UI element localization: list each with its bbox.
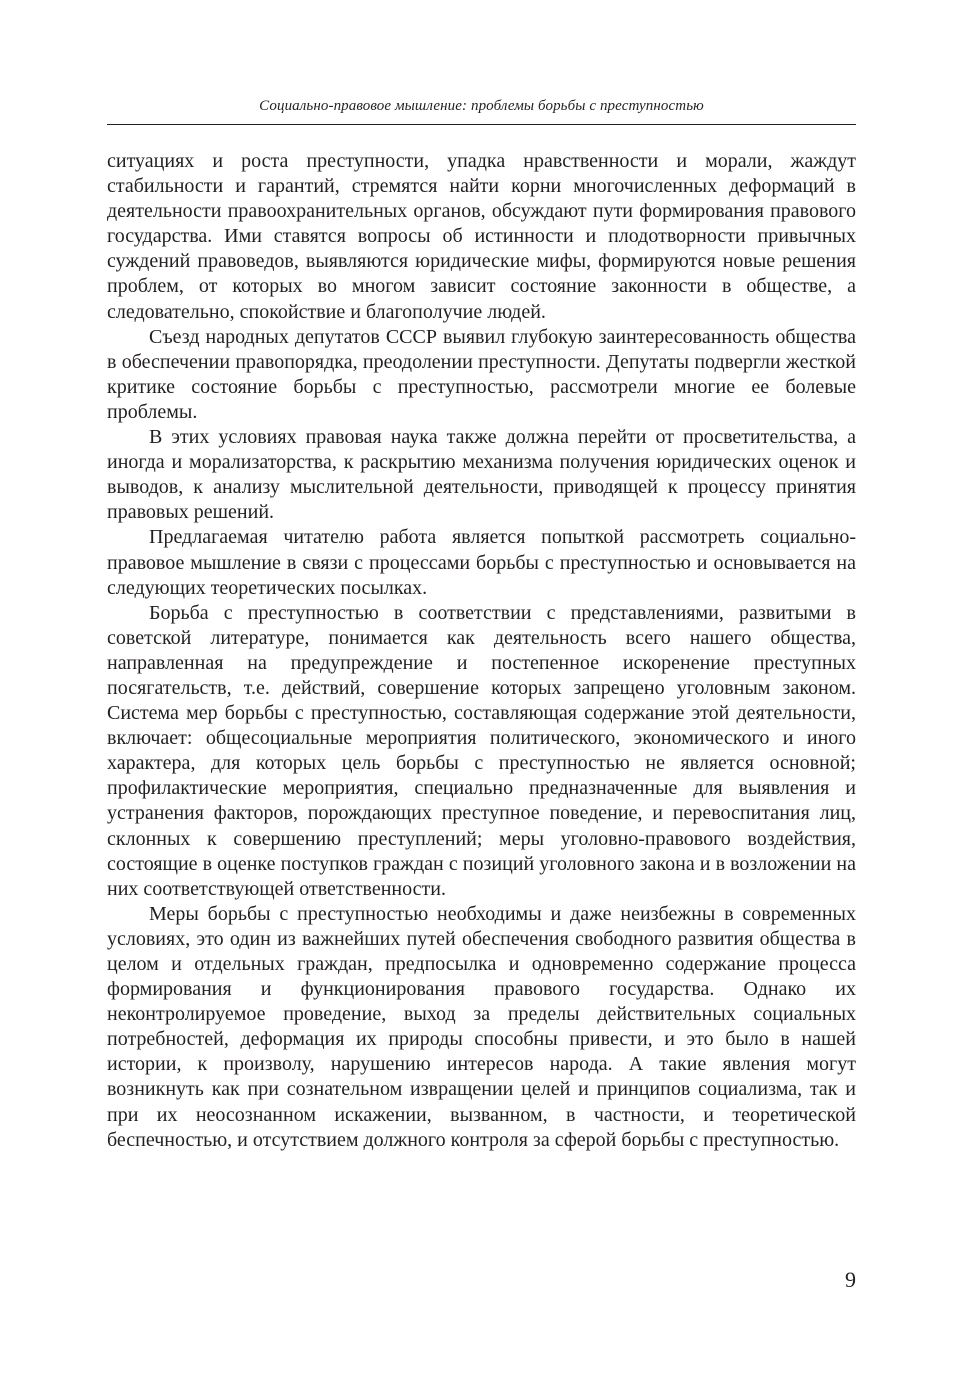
page-number: 9 (845, 1267, 856, 1292)
paragraph: В этих условиях правовая наука также должна перейти от просветительства, а иногда и морализаторства, к раскрытию механизма получения юридических оценок и выводов, к анализу мыслительной деятельности, приводящей к процессу принятия правовых решений. (107, 426, 856, 524)
paragraph-continued: ситуациях и роста преступности, упадка нравственности и морали, жаждут стабильности и гарантий, стремятся найти корни многочисленных деформаций в деятельности правоохранительных органов, обсуждают пути формирования правового государства. Ими ставятся вопросы об истинности и плодотворности привычных суждений правоведов, выявляются юридические мифы, формируются новые решения проблем, от которых во многом зависит состояние законности в обществе, а следовательно, спокойствие и благополучие людей. (107, 150, 856, 323)
paragraph: Борьба с преступностью в соответствии с представлениями, развитыми в советской литературе, понимается как деятельность всего нашего общества, направленная на предупреждение и постепенное искоренение преступных посягательств, т.е. действий, совершение которых запрещено уголовным законом. Система мер борьбы с преступностью, составляющая содержание этой деятельности, включает: общесоциальные мероприятия политического, экономического и иного характера, для которых цель борьбы с преступностью не является основной; профилактические мероприятия, специально предназначенные для выявления и устранения факторов, порождающих преступное поведение, и перевоспитания лиц, склонных к совершению преступлений; меры уголовно-правового воздействия, состоящие в оценке поступков граждан с позиций уголовного закона и в возложении на них соответствующей ответственности. (107, 601, 856, 900)
running-head: Социально-правовое мышление: проблемы борьбы с преступностью (259, 98, 704, 114)
paragraph: Съезд народных депутатов СССР выявил глубокую заинтересованность общества в обеспечении правопорядка, преодолении преступности. Депутаты подвергли жесткой критике состояние борьбы с преступностью, рассмотрели многие ее болевые проблемы. (107, 325, 856, 423)
paragraph: Меры борьбы с преступностью необходимы и даже неизбежны в современных условиях, это один из важнейших путей обеспечения свободного развития общества в целом и отдельных граждан, предпосылка и одновременно содержание процесса формирования и функционирования правового государства. Однако их неконтролируемое проведение, выход за пределы действительных социальных потребностей, деформация их природы способны привести, и это было в нашей истории, к произволу, нарушению интересов народа. А такие явления могут возникнуть как при сознательном извращении целей и принципов социализма, так и при их неосознанном искажении, вызванном, в частности, и теоретической беспечностью, и отсутствием должного контроля за сферой борьбы с преступностью. (107, 902, 856, 1151)
body-text (107, 149, 856, 1153)
header-divider (107, 124, 856, 125)
paragraph: Предлагаемая читателю работа является попыткой рассмотреть социально-правовое мышление в связи с процессами борьбы с преступностью и основывается на следующих теоретических посылках. (107, 526, 856, 599)
